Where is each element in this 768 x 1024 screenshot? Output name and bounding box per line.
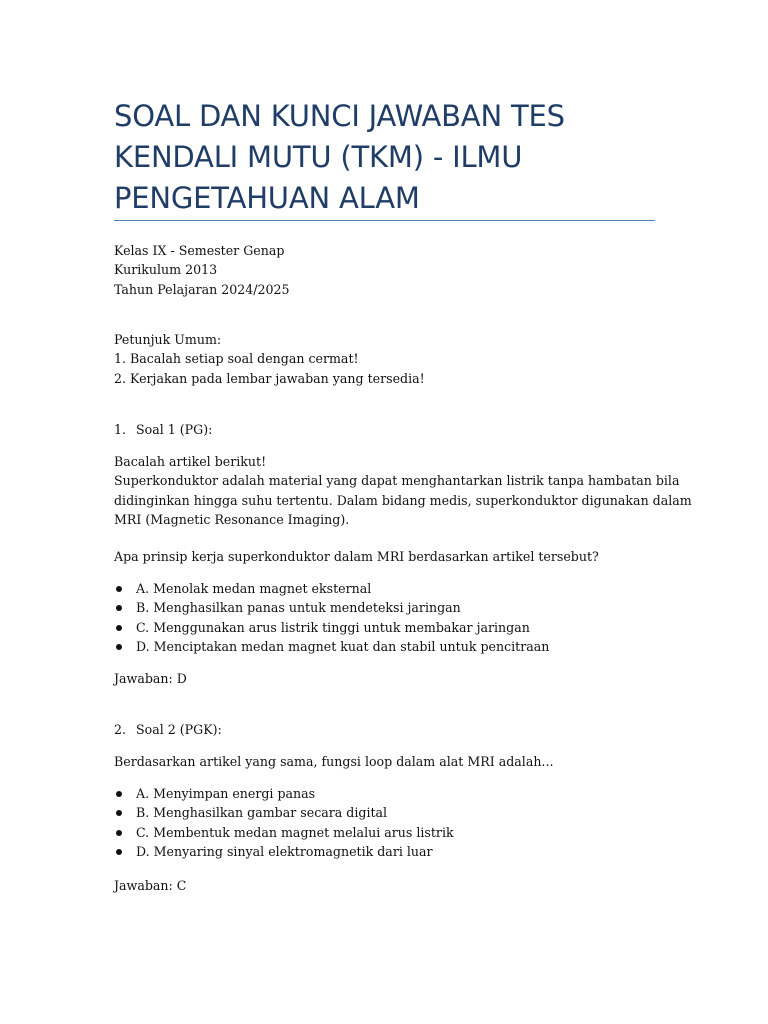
soal-2-answer: Jawaban: C (114, 878, 187, 893)
soal-1-article (114, 452, 692, 530)
option-text: A. Menyimpan energi panas (136, 786, 316, 801)
petunjuk-item: 2. Kerjakan pada lembar jawaban yang tersedia! (114, 370, 425, 386)
option-item (114, 784, 454, 803)
soal-2-number: 2. (114, 722, 127, 737)
option-item (114, 823, 454, 842)
article-intro: Bacalah artikel berikut! (114, 454, 267, 469)
article-line: MRI (Magnetic Resonance Imaging). (114, 512, 350, 528)
option-item (114, 579, 549, 598)
soal-2-question: Berdasarkan artikel yang sama, fungsi loop dalam alat MRI adalah... (114, 754, 554, 769)
article-line: didinginkan hingga suhu tertentu. Dalam bidang medis, superkonduktor digunakan dalam (114, 492, 692, 508)
soal-1-number: 1. (114, 422, 127, 437)
bullet-icon (116, 849, 122, 855)
option-text: A. Menolak medan magnet eksternal (136, 581, 372, 596)
option-text: C. Membentuk medan magnet melalui arus listrik (136, 824, 454, 840)
soal-1-label: Soal 1 (PG): (136, 422, 213, 437)
petunjuk-item: 1. Bacalah setiap soal dengan cermat! (114, 351, 359, 367)
meta-tahun: Tahun Pelajaran 2024/2025 (114, 281, 290, 297)
bullet-icon (116, 644, 122, 650)
option-item (114, 598, 549, 617)
meta-kurikulum: Kurikulum 2013 (114, 262, 218, 278)
option-text: B. Menghasilkan gambar secara digital (136, 805, 388, 821)
bullet-icon (116, 791, 122, 797)
option-item (114, 637, 549, 656)
option-item (114, 618, 549, 637)
option-text: D. Menyaring sinyal elektromagnetik dari luar (136, 844, 433, 860)
soal-2-options (114, 784, 454, 862)
bullet-icon (116, 605, 122, 611)
option-text: D. Menciptakan medan magnet kuat dan stabil untuk pencitraan (136, 639, 550, 655)
bullet-icon (116, 586, 122, 592)
option-text: B. Menghasilkan panas untuk mendeteksi jaringan (136, 600, 461, 616)
article-line: Superkonduktor adalah material yang dapat menghantarkan listrik tanpa hambatan bila (114, 473, 680, 489)
bullet-icon (116, 810, 122, 816)
document-title: SOAL DAN KUNCI JAWABAN TES KENDALI MUTU (TKM) - ILMU PENGETAHUAN ALAM (114, 99, 565, 215)
soal-1-options (114, 579, 549, 657)
meta-kelas: Kelas IX - Semester Genap (114, 243, 285, 258)
title-underline (114, 220, 655, 221)
petunjuk-heading: Petunjuk Umum: (114, 332, 222, 347)
soal-2-heading (114, 720, 222, 739)
option-item (114, 842, 454, 861)
option-item (114, 803, 454, 822)
soal-2-label: Soal 2 (PGK): (136, 722, 222, 737)
soal-1-answer: Jawaban: D (114, 671, 187, 686)
meta-block (114, 241, 290, 299)
petunjuk-block (114, 330, 425, 388)
bullet-icon (116, 830, 122, 836)
option-text: C. Menggunakan arus listrik tinggi untuk membakar jaringan (136, 619, 530, 635)
soal-1-heading (114, 420, 212, 439)
soal-1-question: Apa prinsip kerja superkonduktor dalam MRI berdasarkan artikel tersebut? (114, 549, 599, 564)
bullet-icon (116, 625, 122, 631)
